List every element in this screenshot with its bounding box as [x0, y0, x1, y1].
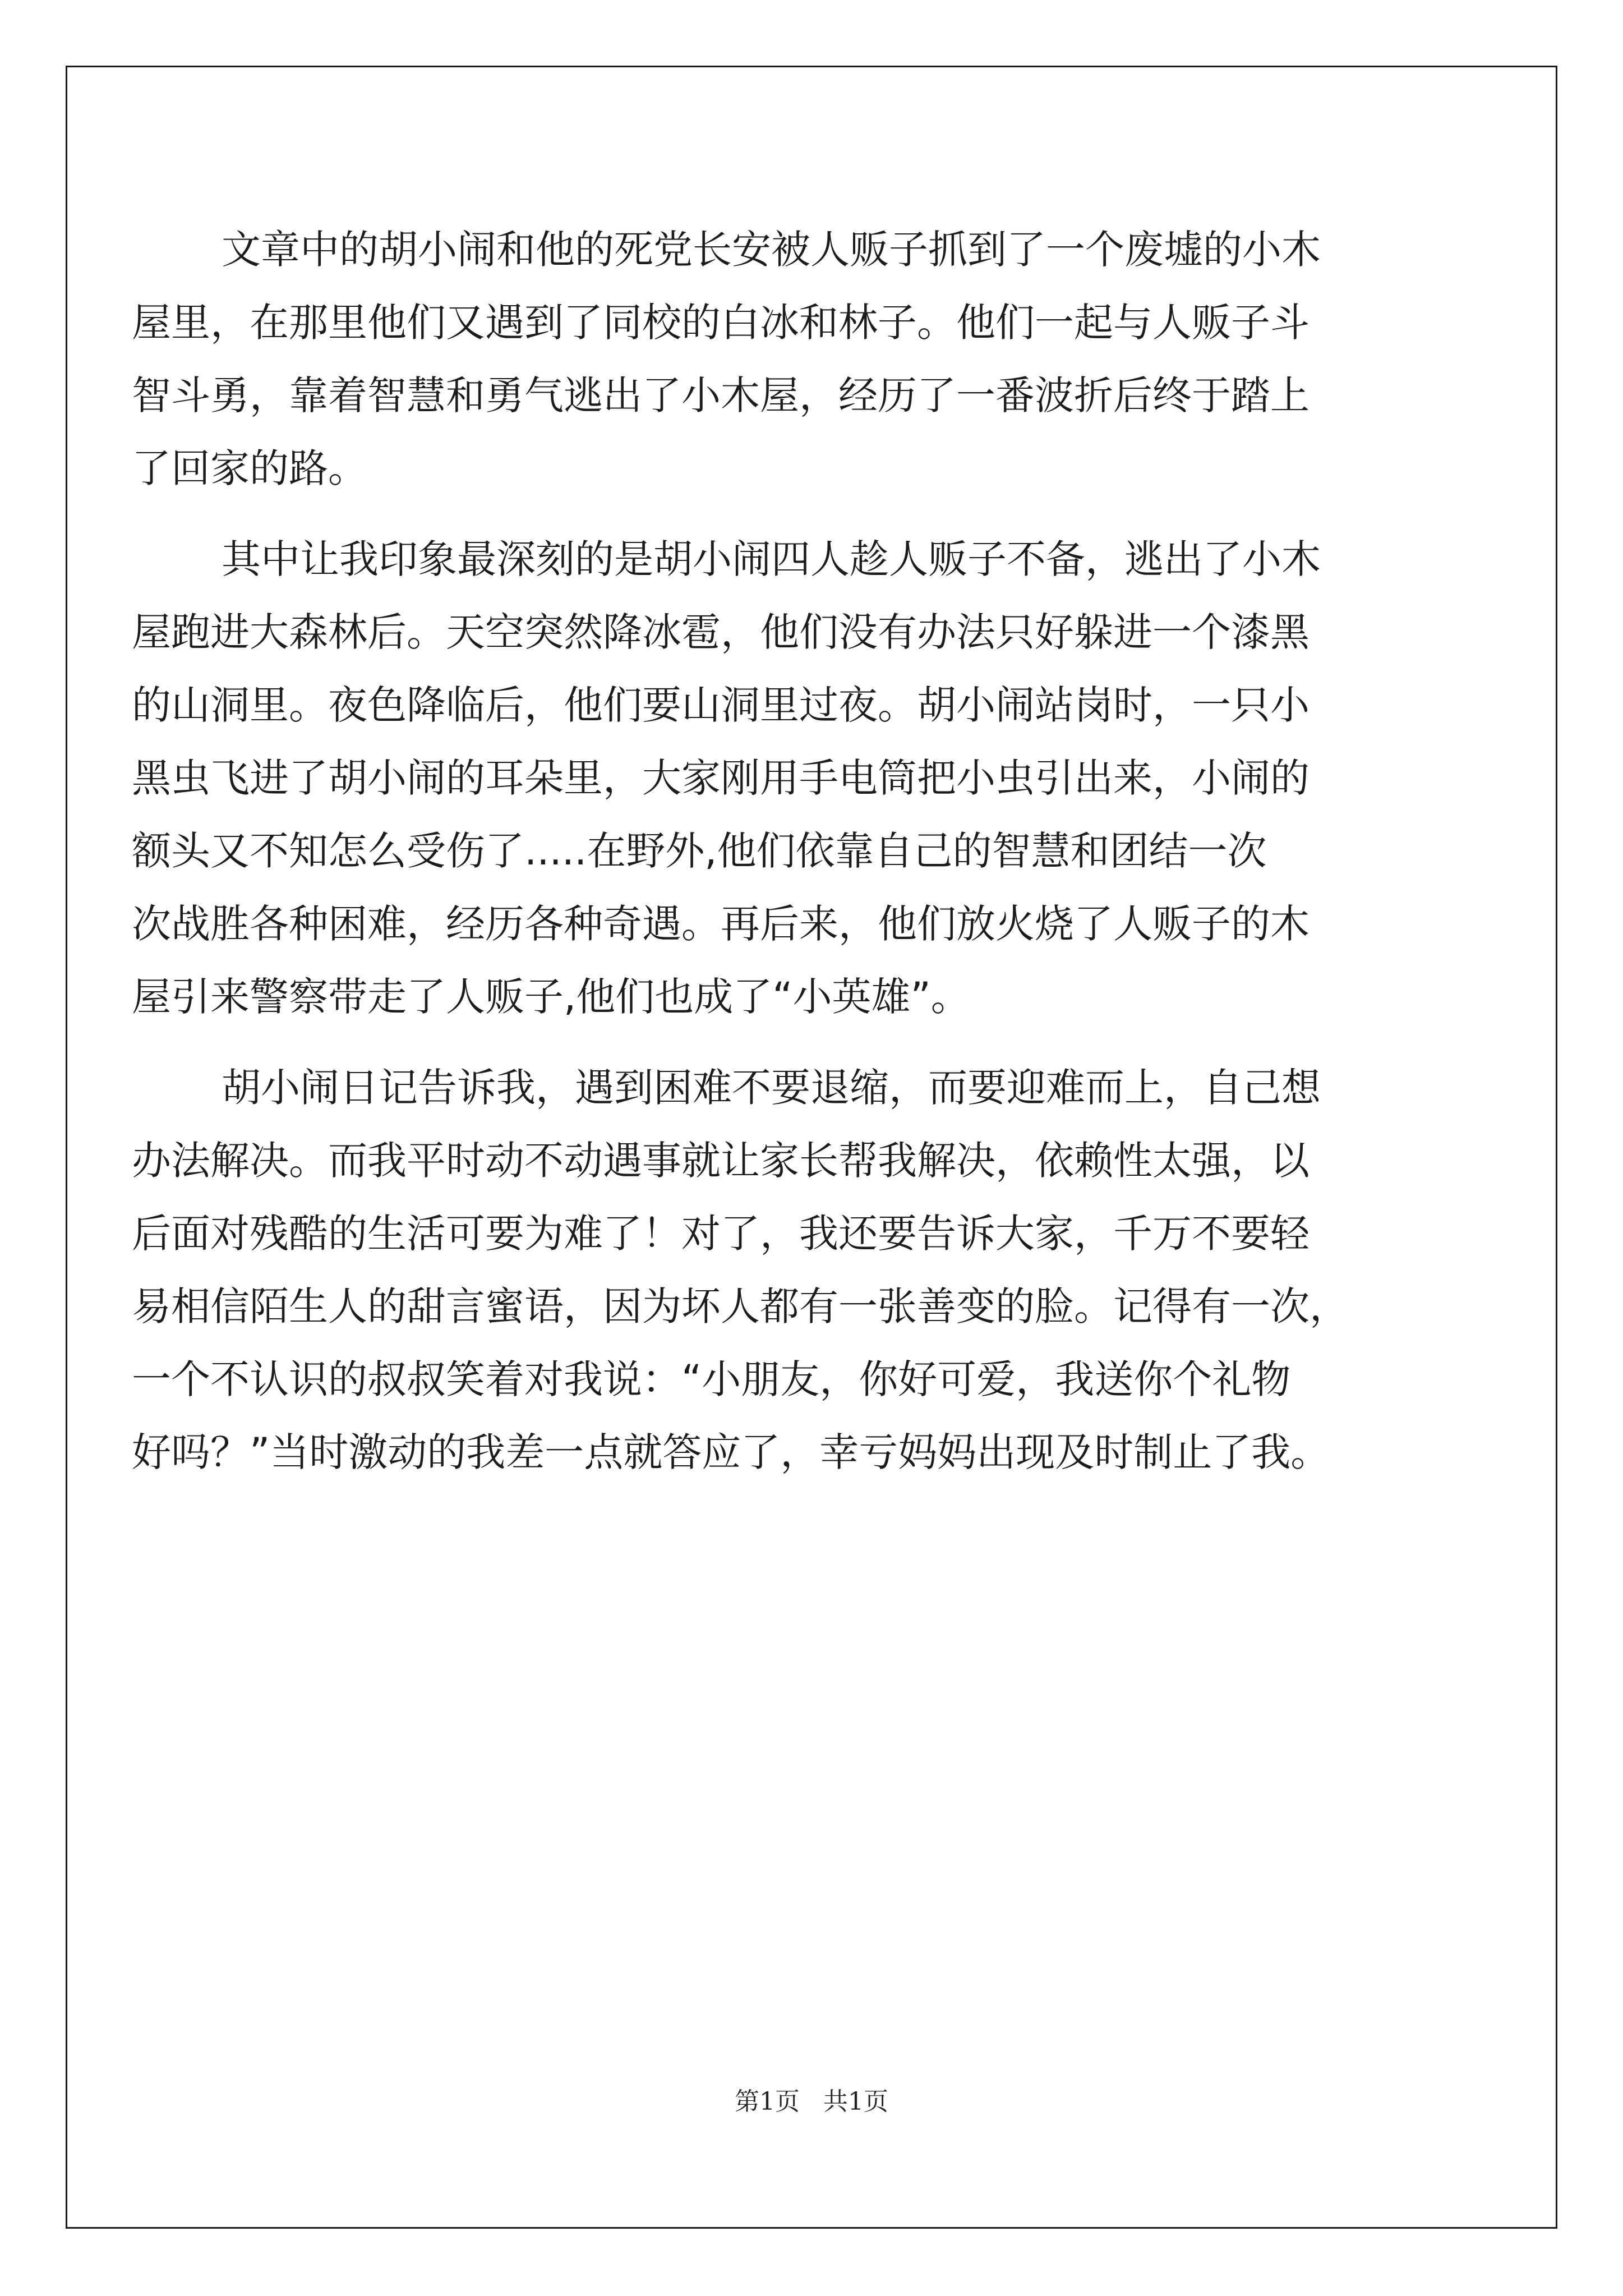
paragraph-2-line-3: 的山洞里。夜色降临后，他们要山洞里过夜。胡小闹站岗时，一只小: [132, 682, 1310, 728]
paragraph-2-line-5: 额头又不知怎么受伤了.....在野外,他们依靠自己的智慧和团结一次: [132, 828, 1267, 874]
paragraph-1-line-4: 了回家的路。: [132, 445, 367, 491]
paragraph-3-line-3: 后面对残酷的生活可要为难了！对了，我还要告诉大家，千万不要轻: [132, 1211, 1310, 1257]
paragraph-3-line-4: 易相信陌生人的甜言蜜语，因为坏人都有一张善变的脸。记得有一次，: [132, 1283, 1349, 1329]
paragraph-2-line-4: 黑虫飞进了胡小闹的耳朵里，大家刚用手电筒把小虫引出来，小闹的: [132, 755, 1310, 801]
paragraph-3-line-1: 胡小闹日记告诉我，遇到困难不要退缩，而要迎难而上，自己想: [222, 1065, 1321, 1111]
paragraph-2-line-1: 其中让我印象最深刻的是胡小闹四人趁人贩子不备，逃出了小木: [222, 536, 1321, 582]
paragraph-1-line-3: 智斗勇，靠着智慧和勇气逃出了小木屋，经历了一番波折后终于踏上: [132, 372, 1310, 418]
paragraph-2-line-2: 屋跑进大森林后。天空突然降冰雹，他们没有办法只好躲进一个漆黑: [132, 609, 1310, 655]
paragraph-1-line-2: 屋里，在那里他们又遇到了同校的白冰和林子。他们一起与人贩子斗: [132, 300, 1310, 346]
paragraph-3-line-6: 好吗？”当时激动的我差一点就答应了，幸亏妈妈出现及时制止了我。: [132, 1429, 1330, 1475]
paragraph-1-line-1: 文章中的胡小闹和他的死党长安被人贩子抓到了一个废墟的小木: [222, 227, 1321, 273]
paragraph-3-line-5: 一个不认识的叔叔笑着对我说：“小朋友，你好可爱，我送你个礼物: [132, 1356, 1291, 1402]
paragraph-2-line-7: 屋引来警察带走了人贩子,他们也成了“小英雄”。: [132, 974, 970, 1020]
page-footer: 第1页 共1页: [735, 2087, 888, 2116]
paragraph-3-line-2: 办法解决。而我平时动不动遇事就让家长帮我解决，依赖性太强，以: [132, 1138, 1310, 1184]
paragraph-2-line-6: 次战胜各种困难，经历各种奇遇。再后来，他们放火烧了人贩子的木: [132, 901, 1310, 947]
